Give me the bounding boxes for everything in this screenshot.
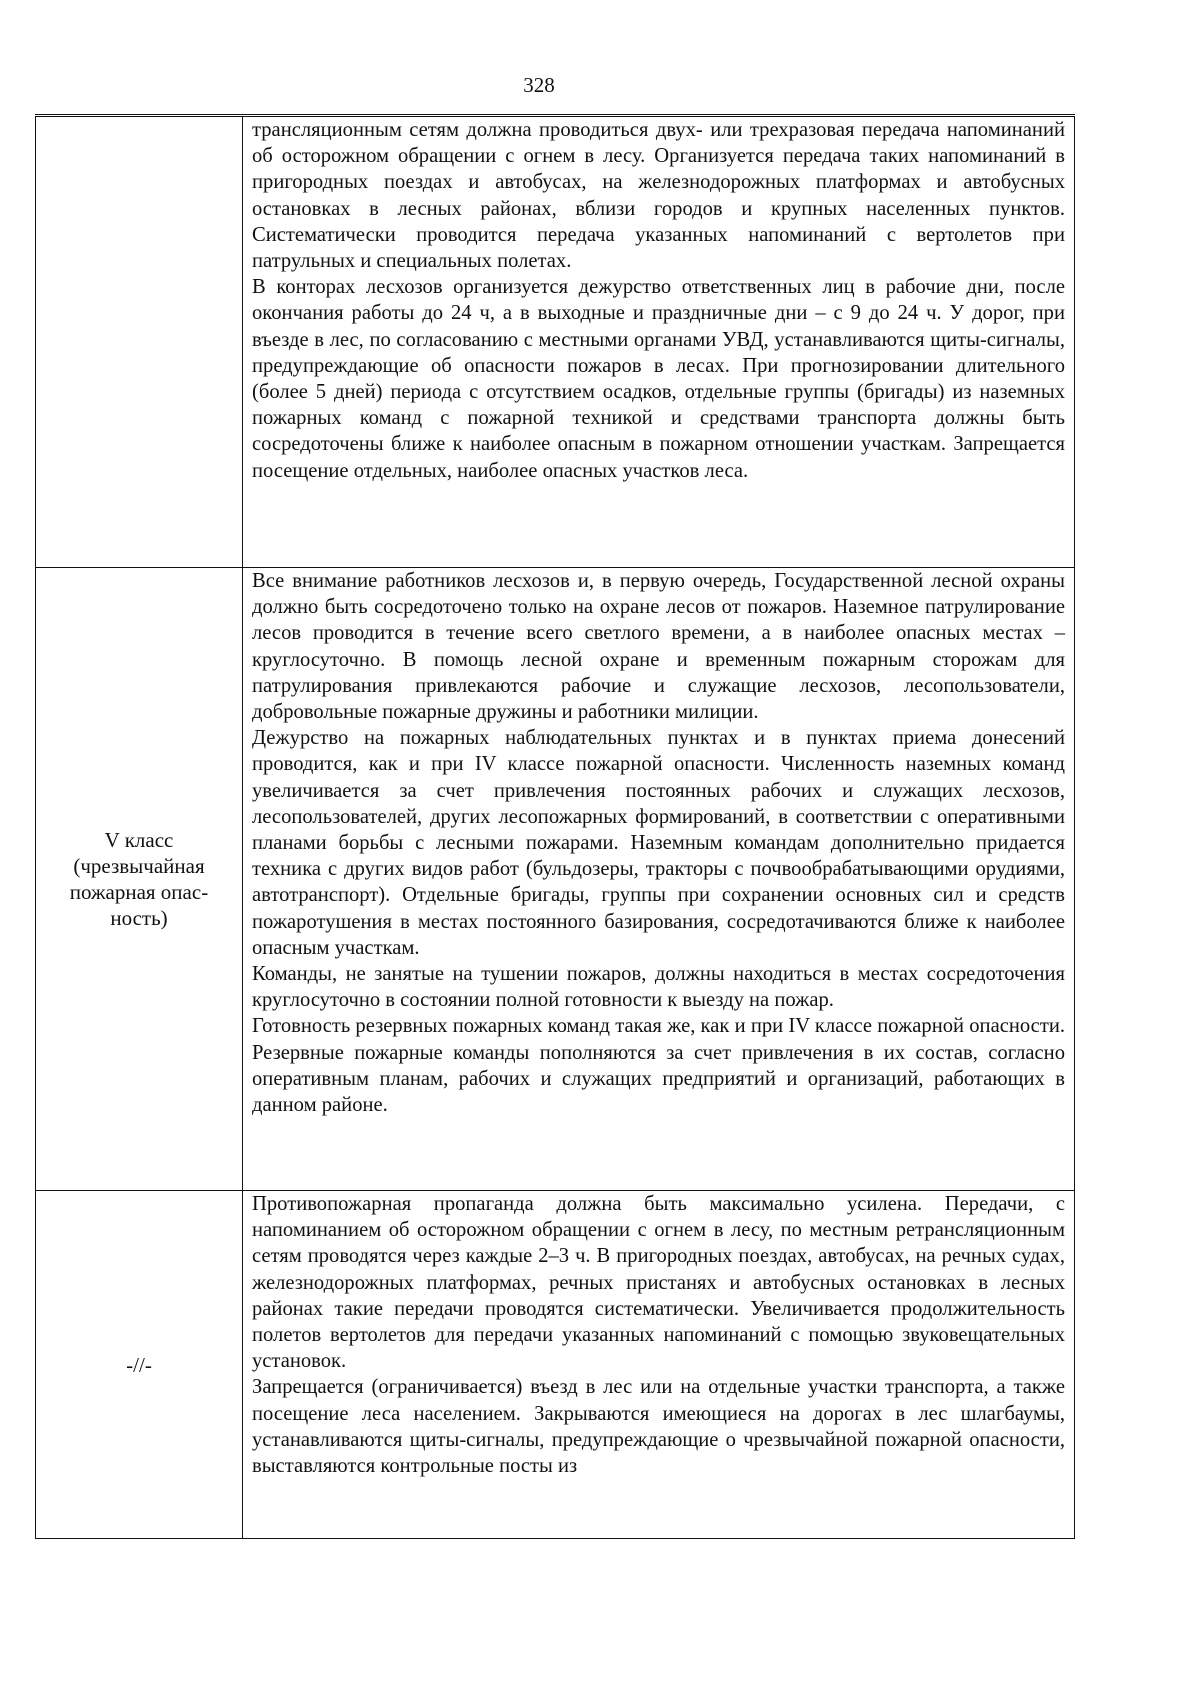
class-label-line: ность) xyxy=(110,906,168,930)
measures-cell xyxy=(243,116,1075,568)
measures-paragraph: Дежурство на пожарных наблюдательных пунктах и в пунктах приема донесений проводится, как и при IV классе пожарной опасности. Численность наземных команд увеличивается за счет привлечения постоянных рабочих и служащих лесхозов, лесопользователей, других лесопожарных формирований, в соответствии с оперативными планами борьбы с лесными пожарами. Наземным командам дополнительно придается техника с других видов работ (бульдозеры, тракторы с почвообрабатывающими орудиями, автотранспорт). Отдельные бригады, группы при сохранении основных сил и средств пожаротушения в местах постоянного базирования, сосредотачиваются ближе к наиболее опасным участкам. xyxy=(252,727,1065,959)
class-label-line: пожарная опас- xyxy=(69,880,209,904)
measures-cell xyxy=(243,568,1075,1191)
class-cell xyxy=(36,1191,243,1539)
class-cell xyxy=(36,116,243,568)
measures-cell xyxy=(243,1191,1075,1539)
table-row xyxy=(36,116,1075,568)
measures-paragraph: В конторах лесхозов организуется дежурство ответственных лиц в рабочие дни, после окончания работы до 24 ч, а в выходные и праздничные дни – с 9 до 24 ч. У дорог, при въезде в лес, по согласованию с местными органами УВД, устанавливаются щиты-сигналы, предупреждающие об опасности пожаров в лесах. При прогнозировании длительного (более 5 дней) периода с отсутствием осадков, отдельные группы (бригады) из наземных пожарных команд с пожарной техникой и средствами транспорта должны быть сосредоточены ближе к наиболее опасным в пожарном отношении участкам. Запрещается посещение отдельных, наиболее опасных участков леса. xyxy=(252,276,1065,482)
measures-paragraph: трансляционным сетям должна проводиться двух- или трехразовая передача напоминаний об осторожном обращении с огнем в лесу. Организуется передача таких напоминаний в пригородных поездах и автобусах, на железнодорожных платформах и автобусных остановках в лесных районах, вблизи городов и крупных населенных пунктов. Систематически проводится передача указанных напоминаний с вертолетов при патрульных и специальных полетах. xyxy=(252,119,1065,273)
measures-paragraph: Противопожарная пропаганда должна быть максимально усилена. Передачи, с напоминанием об осторожном обращении с огнем в лесу, по местным ретрансляционным сетям проводятся через каждые 2–3 ч. В пригородных поездах, автобусах, на речных судах, железнодорожных платформах, речных пристанях и автобусных остановках в лесных районах такие передачи проводятся систематически. Увеличивается продолжительность полетов вертолетов для передачи указанных напоминаний с помощью звуковещательных установок. xyxy=(252,1193,1065,1373)
class-cell xyxy=(36,568,243,1191)
table-row xyxy=(36,568,1075,1191)
measures-paragraph: Все внимание работников лесхозов и, в первую очередь, Государственной лесной охраны должно быть сосредоточено только на охране лесов от пожаров. Наземное патрулирование лесов проводится в течение всего светлого времени, а в наиболее опасных местах – круглосуточно. В помощь лесной охране и временным пожарным сторожам для патрулирования привлекаются рабочие и служащие лесхозов, лесопользователи, добровольные пожарные дружины и работники милиции. xyxy=(252,570,1065,724)
class-label-line: V класс xyxy=(104,828,174,852)
class-label-line: (чрезвычайная xyxy=(73,854,205,878)
measures-paragraph: Команды, не занятые на тушении пожаров, должны находиться в местах сосредоточения круглосуточно в состоянии полной готовности к выезду на пожар. xyxy=(252,963,1065,1012)
class-label-line: -//- xyxy=(126,1352,152,1377)
table-row xyxy=(36,1191,1075,1539)
fire-danger-measures-table xyxy=(35,114,1075,1539)
ditto-mark xyxy=(36,1352,242,1378)
page-number: 328 xyxy=(523,73,555,97)
measures-paragraph: Готовность резервных пожарных команд такая же, как и при IV классе пожарной опасности. Резервные пожарные команды пополняются за счет привлечения в их состав, согласно оперативным планам, рабочих и служащих предприятий и организаций, работающих в данном районе. xyxy=(252,1015,1065,1117)
measures-paragraph: Запрещается (ограничивается) въезд в лес или на отдельные участки транспорта, а также посещение леса населением. Закрываются имеющиеся на дорогах в лес шлагбаумы, устанавливаются щиты-сигналы, предупреждающие о чрезвычайной пожарной опасности, выставляются контрольные посты из xyxy=(252,1376,1065,1478)
danger-class-label xyxy=(36,827,242,931)
